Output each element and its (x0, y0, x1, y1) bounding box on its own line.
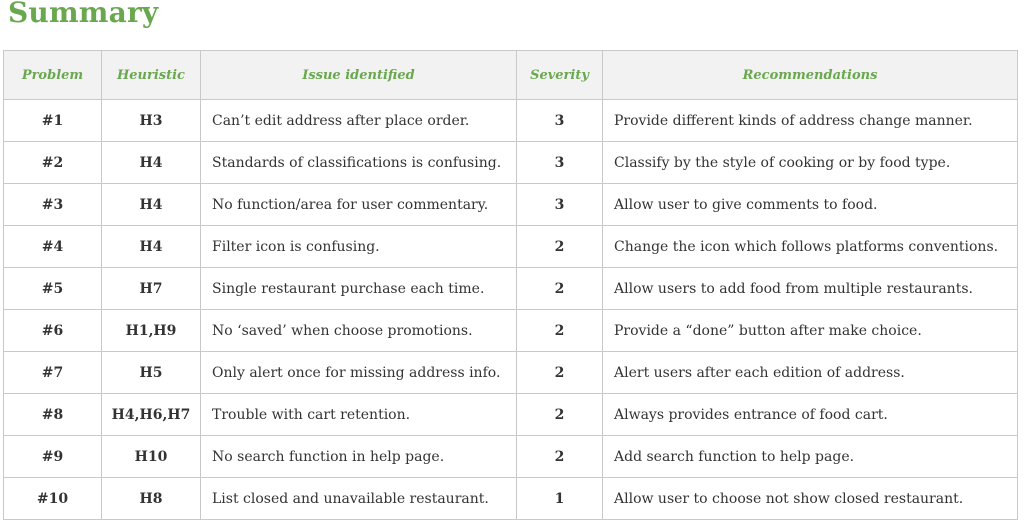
cell-recommendation: Classify by the style of cooking or by food type. (603, 142, 1018, 184)
page-title: Summary (8, 0, 159, 29)
cell-issue: Can’t edit address after place order. (201, 100, 517, 142)
cell-heuristic: H5 (102, 352, 201, 394)
header-heuristic: Heuristic (102, 51, 201, 100)
cell-heuristic: H7 (102, 268, 201, 310)
cell-problem: #7 (4, 352, 102, 394)
cell-severity: 2 (517, 268, 603, 310)
table-row (4, 100, 1018, 142)
cell-recommendation: Change the icon which follows platforms conventions. (603, 226, 1018, 268)
cell-problem: #4 (4, 226, 102, 268)
cell-severity: 3 (517, 184, 603, 226)
cell-heuristic: H8 (102, 478, 201, 520)
cell-problem: #10 (4, 478, 102, 520)
table-header-row (4, 51, 1018, 100)
header-problem: Problem (4, 51, 102, 100)
cell-recommendation: Allow user to give comments to food. (603, 184, 1018, 226)
cell-severity: 1 (517, 478, 603, 520)
cell-severity: 2 (517, 436, 603, 478)
table-row (4, 184, 1018, 226)
cell-recommendation: Alert users after each edition of address. (603, 352, 1018, 394)
table-row (4, 394, 1018, 436)
table-row (4, 142, 1018, 184)
cell-recommendation: Provide a “done” button after make choice. (603, 310, 1018, 352)
cell-heuristic: H10 (102, 436, 201, 478)
table-row (4, 478, 1018, 520)
cell-issue: No ‘saved’ when choose promotions. (201, 310, 517, 352)
cell-recommendation: Provide different kinds of address change manner. (603, 100, 1018, 142)
cell-recommendation: Allow users to add food from multiple restaurants. (603, 268, 1018, 310)
cell-issue: Trouble with cart retention. (201, 394, 517, 436)
cell-issue: Filter icon is confusing. (201, 226, 517, 268)
cell-issue: List closed and unavailable restaurant. (201, 478, 517, 520)
header-recommendations: Recommendations (603, 51, 1018, 100)
cell-issue: Only alert once for missing address info. (201, 352, 517, 394)
cell-issue: No function/area for user commentary. (201, 184, 517, 226)
table-row (4, 436, 1018, 478)
cell-heuristic: H4 (102, 184, 201, 226)
cell-problem: #3 (4, 184, 102, 226)
cell-issue: Single restaurant purchase each time. (201, 268, 517, 310)
cell-problem: #2 (4, 142, 102, 184)
cell-severity: 2 (517, 394, 603, 436)
cell-heuristic: H3 (102, 100, 201, 142)
header-severity: Severity (517, 51, 603, 100)
cell-problem: #8 (4, 394, 102, 436)
cell-recommendation: Always provides entrance of food cart. (603, 394, 1018, 436)
table-row (4, 310, 1018, 352)
table-row (4, 226, 1018, 268)
cell-problem: #6 (4, 310, 102, 352)
summary-table (3, 50, 1018, 520)
cell-severity: 2 (517, 310, 603, 352)
table-row (4, 268, 1018, 310)
cell-severity: 3 (517, 100, 603, 142)
cell-problem: #9 (4, 436, 102, 478)
cell-problem: #1 (4, 100, 102, 142)
cell-problem: #5 (4, 268, 102, 310)
cell-heuristic: H4 (102, 142, 201, 184)
cell-issue: Standards of classifications is confusing. (201, 142, 517, 184)
cell-issue: No search function in help page. (201, 436, 517, 478)
header-issue: Issue identified (201, 51, 517, 100)
cell-recommendation: Add search function to help page. (603, 436, 1018, 478)
cell-severity: 2 (517, 226, 603, 268)
cell-heuristic: H4,H6,H7 (102, 394, 201, 436)
cell-severity: 2 (517, 352, 603, 394)
cell-recommendation: Allow user to choose not show closed restaurant. (603, 478, 1018, 520)
cell-heuristic: H1,H9 (102, 310, 201, 352)
cell-heuristic: H4 (102, 226, 201, 268)
cell-severity: 3 (517, 142, 603, 184)
table-row (4, 352, 1018, 394)
